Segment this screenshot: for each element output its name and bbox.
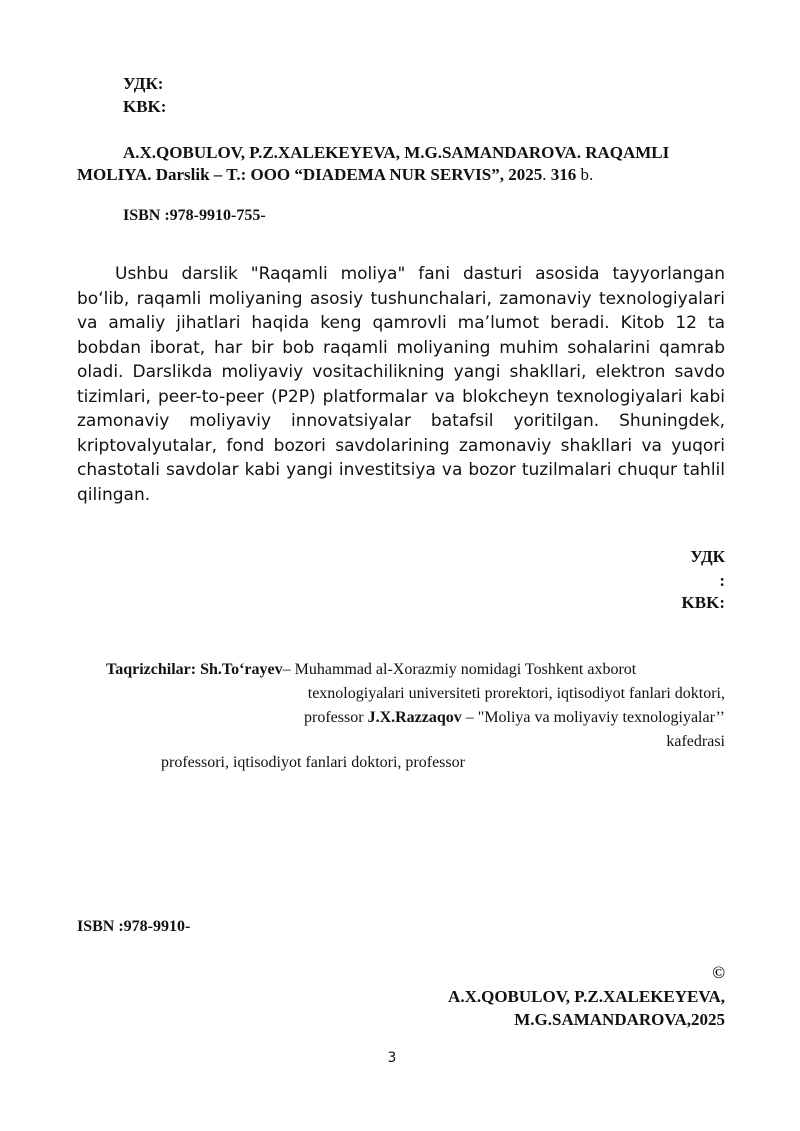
- abstract-line: kriptovalyutalar, fond bozori savdolarining zamonaviy shakllari va yuqori: [77, 435, 725, 456]
- citation-line-2: [77, 163, 593, 187]
- reviewers-line-2: texnologiyalari universiteti prorektori, iqtisodiyot fanlari doktori,: [307, 685, 725, 702]
- udk-right: УДК: [690, 547, 725, 566]
- citation-pages: 316: [550, 165, 577, 184]
- abstract-line: bo‘lib, raqamli moliyaning asosiy tushunchalari, zamonaviy texnologiyalari: [77, 288, 725, 309]
- reviewer-1-affiliation: – Muhammad al-Xorazmiy nomidagi Toshkent axborot: [282, 661, 637, 678]
- kbk-right: KBK:: [681, 593, 725, 612]
- isbn-bottom: ISBN :978-9910-: [77, 918, 191, 935]
- abstract-line: qilingan.: [77, 484, 151, 505]
- udk-label: УДК:: [123, 74, 164, 93]
- abstract-line: Ushbu darslik "Raqamli moliya" fani dasturi asosida tayyorlangan: [115, 264, 725, 284]
- copyright-symbol: ©: [712, 963, 725, 982]
- citation-line-1: A.X.QOBULOV, P.Z.XALEKEYEVA, M.G.SAMANDAROVA. RAQAMLI: [123, 143, 670, 162]
- citation-pages-unit: b.: [576, 165, 594, 184]
- reviewers-line-5: professori, iqtisodiyot fanlari doktori, professor: [161, 754, 465, 771]
- citation-title: MOLIYA. Darslik – T.: OOO “DIADEMA NUR SERVIS”, 2025: [77, 165, 543, 184]
- copyright-authors-2: M.G.SAMANDAROVA,2025: [514, 1010, 725, 1029]
- isbn-top: ISBN :978-9910-755-: [123, 207, 266, 224]
- reviewers-line-3: [304, 707, 725, 729]
- abstract-line: va amaliy jihatlari haqida keng qamrovli ma’lumot beradi. Kitob 12 ta: [77, 313, 725, 333]
- reviewer-name-1: Sh.To‘rayev: [200, 661, 283, 678]
- abstract-line: bobdan iborat, har bir bob raqamli moliyaning muhim sohalarini qamrab: [77, 337, 725, 358]
- reviewer-2-title: professor: [304, 709, 368, 726]
- reviewers-label: Taqrizchilar:: [106, 661, 197, 678]
- reviewers-line-4: kafedrasi: [666, 733, 725, 750]
- abstract-line: tizimlari, peer-to-peer (P2P) platformalar va blokcheyn texnologiyalari kabi: [77, 386, 725, 407]
- abstract-line: chastotali savdolar kabi yangi investitsiya va bozor tuzilmalari chuqur tahlil: [77, 460, 725, 480]
- reviewer-2-affiliation: – "Moliya va moliyaviy texnologiyalar’’: [461, 709, 725, 726]
- abstract-line: zamonaviy moliyaviy innovatsiyalar batafsil yoritilgan. Shuningdek,: [77, 411, 725, 431]
- abstract-paragraph: [77, 264, 725, 509]
- reviewer-name-2: J.X.Razzaqov: [367, 709, 462, 726]
- citation-separator: .: [542, 165, 551, 184]
- abstract-line: oladi. Darslikda moliyaviy vositachilikning yangi shakllari, elektron savdo: [77, 362, 725, 382]
- page-number: 3: [387, 1050, 397, 1066]
- udk-right-colon: :: [719, 571, 725, 590]
- copyright-authors-1: A.X.QOBULOV, P.Z.XALEKEYEVA,: [448, 987, 725, 1006]
- kbk-label: KBK:: [123, 97, 167, 116]
- reviewers-line-1: [106, 659, 636, 681]
